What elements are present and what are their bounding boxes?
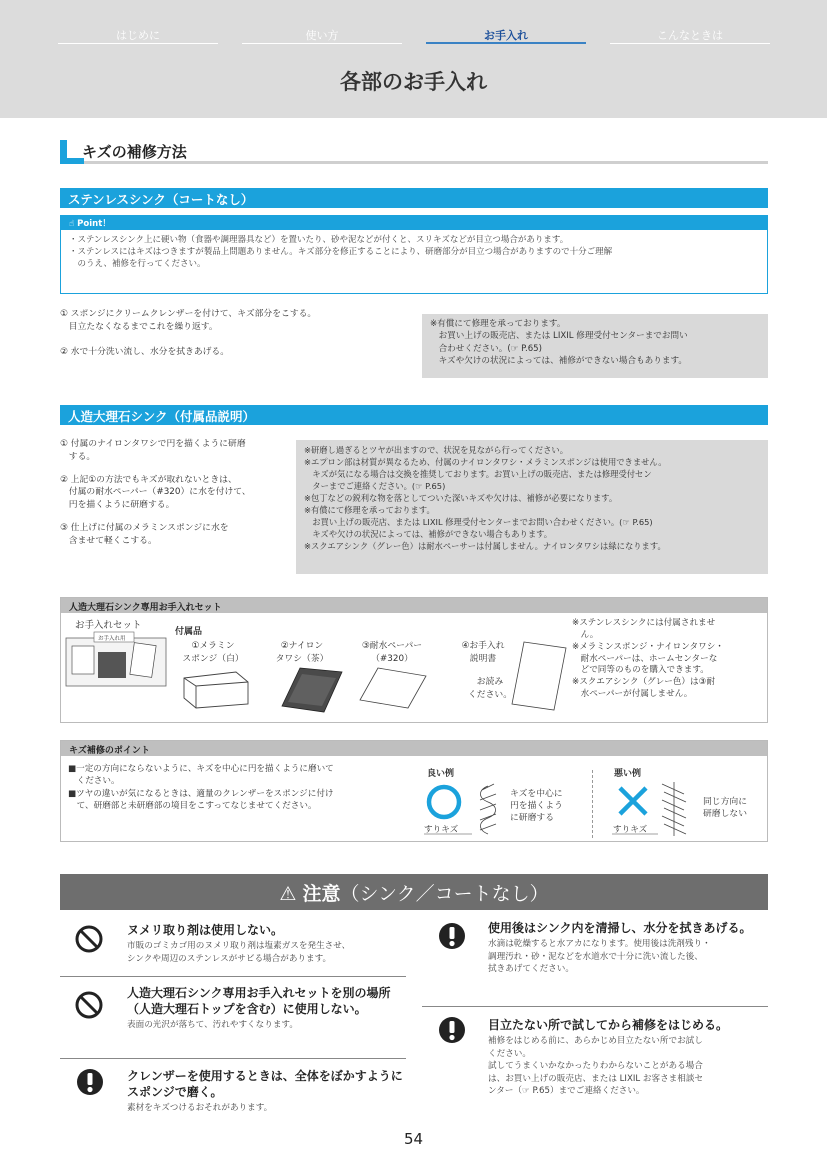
good-desc-line: キズを中心に <box>510 789 563 799</box>
side-note-line: ※ステンレスシンクには付属されませ <box>572 618 716 628</box>
step-line: する。 <box>60 451 96 462</box>
note-line: ※研磨し過ぎるとツヤが出ますので、状況を見ながら行ってください。 <box>304 445 568 455</box>
step-line: 目立たなくなるまでこれを繰り返す。 <box>60 321 218 332</box>
good-desc-line: 円を描くよう <box>510 801 563 812</box>
caution-item <box>127 1068 407 1115</box>
desc-line: 市販のゴミカゴ用のヌメリ取り剤は塩素ガスを発生させ、 <box>127 941 351 952</box>
caution-title: 注意 <box>302 883 341 905</box>
side-note-line: ※メラミンスポンジ・ナイロンタワシ・ <box>572 641 724 652</box>
note-line: キズや欠けの状況によっては、補修ができない場合もあります。 <box>304 529 553 540</box>
desc-line: ンター（☞ P.65）までご連絡ください。 <box>488 1086 645 1096</box>
mandatory-action-icon <box>438 1016 466 1044</box>
good-scratch-label: すりキズ <box>424 825 459 835</box>
item-name: 説明書 <box>469 653 497 664</box>
caution-item-desc <box>127 1102 407 1114</box>
item-name: ④お手入れ <box>461 641 505 651</box>
good-example-label: 良い例 <box>427 769 455 779</box>
step-line: ③ 仕上げに付属のメラミンスポンジに水を <box>60 522 229 533</box>
caution-item <box>127 985 405 1032</box>
side-note-line: ん。 <box>572 629 599 640</box>
note-line: ※包丁などの鋭利な物を落としてついた深いキズや欠けは、補修が必要になります。 <box>304 493 618 504</box>
side-note-line: ※スクエアシンク（グレー色）は③耐 <box>572 677 715 688</box>
kit-manual-small <box>130 643 156 678</box>
caution-item-desc <box>488 1035 768 1097</box>
stainless-band: ステンレスシンク（コートなし） <box>60 188 768 208</box>
marble-steps <box>60 438 296 547</box>
point-box <box>60 215 768 294</box>
caution-item-desc <box>127 940 407 965</box>
note-line: お買い上げの販売店、または LIXIL 修理受付センターまでお問い <box>430 331 688 342</box>
point-line: ・ステンレスシンク上に硬い物（食器や調理器具など）を置いたり、砂や泥などが付くと、スリキズなどが目立つ場合があります。 <box>69 235 569 245</box>
accessories-label: 付属品 <box>175 627 203 637</box>
item-manual <box>446 640 520 666</box>
repair-line: て、研磨部と未研磨部の境目をこすってなじませてください。 <box>68 801 317 812</box>
note-line: お買い上げの販売店、または LIXIL 修理受付センターまでお問い合わせください。(☞ P.65) <box>304 517 653 528</box>
caution-item-desc <box>488 938 768 975</box>
point-line: のうえ、補修を行ってください。 <box>69 259 206 270</box>
repair-points-header: キズ補修のポイント <box>61 741 767 756</box>
prohibition-icon <box>74 924 104 954</box>
mandatory-action-icon <box>438 922 466 950</box>
kit-scrubber-small <box>98 652 126 678</box>
note-line: 合わせください。(☞ P.65) <box>430 343 542 354</box>
kit-sponge-small <box>72 646 94 674</box>
caution-divider <box>60 976 406 977</box>
desc-line: ください。 <box>488 1048 531 1059</box>
mandatory-action-icon <box>76 1068 104 1096</box>
item-name: ③耐水ペーパー <box>361 641 423 651</box>
desc-line: 拭きあげてください。 <box>488 964 574 975</box>
caution-item <box>488 1017 768 1097</box>
desc-line: は、お買い上げの販売店、または LIXIL お客さま相談セ <box>488 1073 704 1084</box>
item-name: タワシ（茶） <box>275 653 329 664</box>
note-line: ※有償にて修理を承っております。 <box>304 505 435 516</box>
step-line: 含ませて軽くこする。 <box>60 535 157 546</box>
note-line: キズが気になる場合は交換を推奨しております。お買い上げの販売店、または修理受付セン <box>304 469 652 480</box>
item-name: スポンジ（白） <box>182 653 244 664</box>
side-note-line: どで同等のものを購入できます。 <box>572 665 709 676</box>
repair-points-text <box>68 763 413 813</box>
kit-set-label: お手入れセット <box>75 620 142 631</box>
tab-tsukaikata[interactable]: 使い方 <box>242 22 402 44</box>
bad-desc-line: 同じ方向に <box>703 797 747 807</box>
desc-line: 水滴は乾燥すると水アカになります。使用後は洗剤残り・ <box>488 939 711 950</box>
bad-example-desc <box>703 796 747 820</box>
manual-illustration <box>510 640 568 712</box>
read-note-line: お読み <box>476 677 504 687</box>
step-line: 円を描くように研磨する。 <box>60 500 175 510</box>
tab-oteire[interactable]: お手入れ <box>426 22 586 44</box>
kit-header: 人造大理石シンク専用お手入れセット <box>61 598 767 613</box>
caution-item <box>488 920 768 976</box>
sponge-illustration <box>180 668 252 710</box>
pointing-hand-icon: ☝ <box>69 219 75 229</box>
note-line: ※スクエアシンク（グレー色）は耐水ペーサーは付属しません。ナイロンタワシは緑になります。 <box>304 541 666 552</box>
straight-stroke-icon <box>662 782 686 836</box>
desc-line: 補修をはじめる前に、あらかじめ目立たない所でお試し <box>488 1036 703 1047</box>
section-title <box>60 140 768 164</box>
item-paper <box>350 640 434 666</box>
desc-line: 素材をキズつけるおそれがあります。 <box>127 1103 273 1114</box>
item-name: ②ナイロン <box>280 641 324 651</box>
caution-item-title: 目立たない所で試してから補修をはじめる。 <box>488 1018 729 1032</box>
page-title: 各部のお手入れ <box>340 70 487 94</box>
step-line: ① スポンジにクリームクレンザーを付けて、キズ部分をこする。 <box>60 309 317 319</box>
step-line: 付属の耐水ペーパー（#320）に水を付けて、 <box>60 487 251 498</box>
caution-item-desc <box>127 1019 405 1031</box>
marble-notes <box>296 440 768 574</box>
warning-triangle-icon: ⚠ <box>279 883 297 905</box>
caution-divider <box>60 1058 406 1059</box>
note-line: ターまでご連絡ください。(☞ P.65) <box>304 481 446 492</box>
caution-item-title: 使用後はシンク内を清掃し、水分を拭きあげる。 <box>488 921 752 935</box>
circular-stroke-icon <box>480 784 496 834</box>
page-header <box>0 0 827 118</box>
step-line: ② 水で十分洗い流し、水分を拭きあげる。 <box>60 346 230 357</box>
desc-line: シンクや周辺のステンレスがサビる場合があります。 <box>127 953 332 964</box>
read-note-line: ください。 <box>468 689 512 700</box>
kit-tag-text: お手入れ用 <box>98 636 126 642</box>
caution-item <box>127 922 407 965</box>
stainless-steps <box>60 308 410 358</box>
kit-side-notes <box>572 618 766 701</box>
item-name: ①メラミン <box>191 641 235 651</box>
example-divider <box>592 770 593 838</box>
good-example-desc <box>510 788 563 824</box>
caution-divider <box>422 1006 768 1007</box>
tab-konnatoki[interactable]: こんなときは <box>610 22 770 44</box>
bad-scratch-label: すりキズ <box>613 825 648 835</box>
bad-example-label: 悪い例 <box>614 769 642 779</box>
note-line: ※有償にて修理を承っております。 <box>430 319 566 329</box>
repair-line: ■一定の方向にならないように、キズを中心に円を描くように磨いて <box>68 764 334 774</box>
repair-line: ください。 <box>68 776 120 787</box>
caution-item-title: 人造大理石シンク専用お手入れセットを別の場所（人造大理石トップを含む）に使用しない。 <box>127 986 391 1017</box>
point-line: ・ステンレスにはキズはつきますが製品上問題ありません。キズ部分を修正することにより、研磨部分が目立つ場合がありますので十分ご理解 <box>69 247 613 258</box>
caution-band <box>60 874 768 910</box>
kit-set-illustration <box>64 630 172 690</box>
tab-hajimeni[interactable]: はじめに <box>58 22 218 44</box>
scrubber-illustration <box>280 666 344 714</box>
page-number: 54 <box>403 1130 424 1148</box>
marble-band: 人造大理石シンク（付属品説明） <box>60 405 768 425</box>
section-title-text: キズの補修方法 <box>82 143 187 161</box>
repair-line: ■ツヤの違いが気になるときは、適量のクレンザーをスポンジに付け <box>68 788 334 799</box>
good-circle-icon <box>429 787 459 817</box>
item-scrubber <box>264 640 340 666</box>
caution-subtitle: （シンク／コートなし） <box>340 883 549 905</box>
point-label: Point！ <box>77 219 111 229</box>
section-title-accent-foot <box>60 158 84 164</box>
good-desc-line: に研磨する <box>510 813 554 824</box>
step-line: ② 上記①の方法でもキズが取れないときは、 <box>60 474 237 485</box>
desc-line: 表面の光沢が落ちて、汚れやすくなります。 <box>127 1020 298 1031</box>
caution-item-title: ヌメリ取り剤は使用しない。 <box>127 923 284 937</box>
point-header <box>61 216 767 230</box>
point-body <box>61 230 767 274</box>
bad-desc-line: 研磨しない <box>703 809 747 820</box>
desc-line: 調理汚れ・砂・泥などを水道水で十分に洗い流した後、 <box>488 951 703 962</box>
side-note-line: 耐水ペーパーは、ホームセンターな <box>572 653 718 664</box>
side-note-line: 水ペーパーが付属しません。 <box>572 689 693 700</box>
note-line: ※エプロン部は材質が異なるため、付属のナイロンタワシ・メラミンスポンジは使用できません。 <box>304 457 667 468</box>
item-name: （#320） <box>371 653 413 664</box>
caution-item-title: クレンザーを使用するときは、全体をぼかすようにスポンジで磨く。 <box>127 1069 403 1100</box>
note-line: キズや欠けの状況によっては、補修ができない場合もあります。 <box>430 356 687 367</box>
paper-illustration <box>358 666 428 710</box>
stainless-note <box>422 314 768 378</box>
step-line: ① 付属のナイロンタワシで円を描くように研磨 <box>60 439 246 449</box>
item-sponge <box>178 640 248 666</box>
desc-line: 試してうまくいかなかったりわからないことがある場合 <box>488 1061 703 1072</box>
prohibition-icon <box>74 990 104 1020</box>
